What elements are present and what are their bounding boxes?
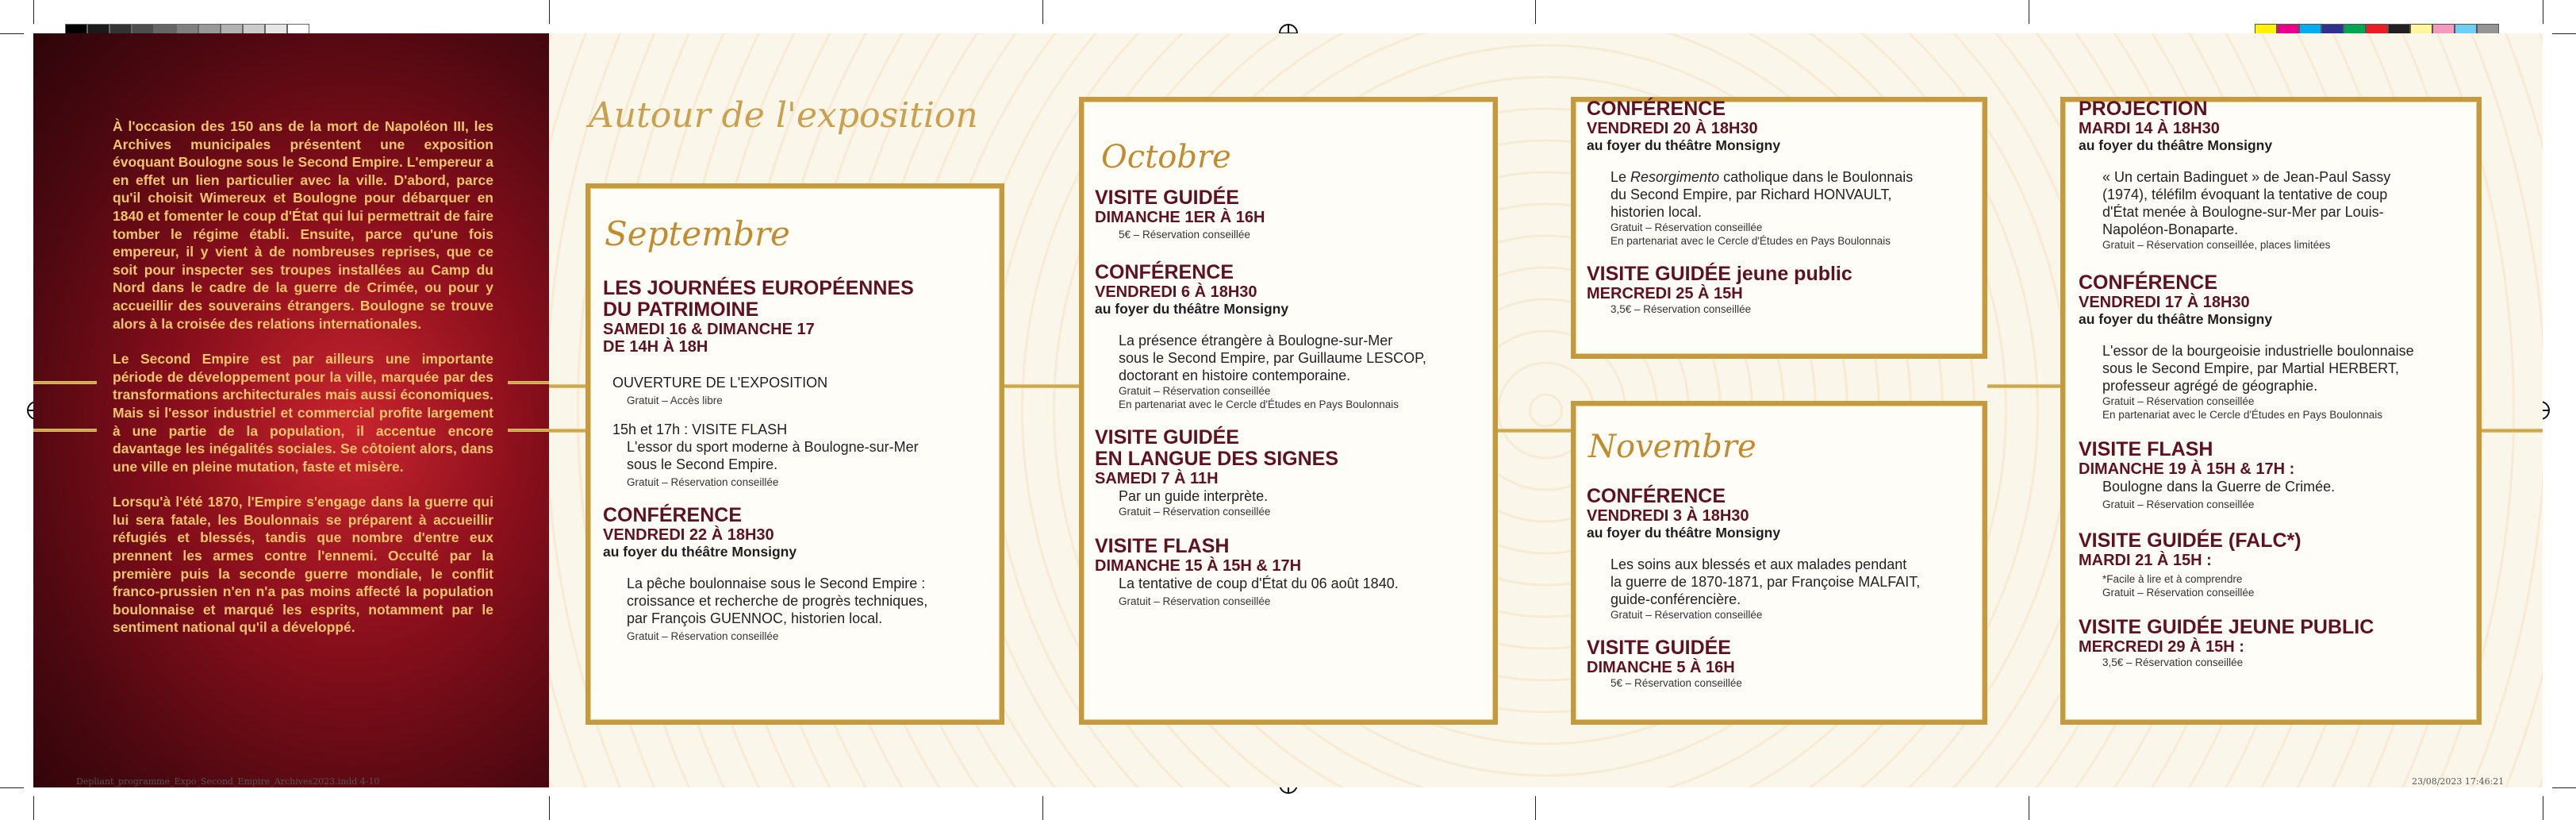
event-date: VENDREDI 3 À 18H30 bbox=[1587, 507, 1749, 525]
event-venue: au foyer du théâtre Monsigny bbox=[1095, 301, 1289, 317]
event-note: Gratuit – Réservation conseillée bbox=[1610, 609, 1763, 621]
timeline-line bbox=[1498, 429, 1571, 433]
event-description: du Second Empire, par Richard HONVAULT, bbox=[1610, 187, 1892, 202]
print-timestamp: 23/08/2023 17:46:21 bbox=[2412, 776, 2505, 787]
main-title: Autour de l'exposition bbox=[589, 95, 978, 136]
event-note: Gratuit – Réservation conseillée bbox=[1119, 385, 1271, 397]
crop-mark bbox=[2552, 787, 2576, 788]
event-date: MARDI 14 À 18H30 bbox=[2079, 120, 2220, 137]
event-date: SAMEDI 7 À 11H bbox=[1095, 470, 1219, 487]
event-date: MERCREDI 29 À 15H : bbox=[2079, 638, 2244, 656]
decorative-line bbox=[33, 381, 97, 384]
event-note: Gratuit – Réservation conseillée bbox=[627, 476, 779, 488]
decorative-line bbox=[33, 429, 97, 432]
event-note: Gratuit – Réservation conseillée bbox=[2102, 395, 2255, 407]
event-title: PROJECTION bbox=[2079, 98, 2208, 120]
event-title: VISITE GUIDÉE bbox=[1095, 187, 1239, 209]
event-venue: au foyer du théâtre Monsigny bbox=[2079, 137, 2273, 153]
crop-mark bbox=[0, 33, 24, 34]
event-title: CONFÉRENCE bbox=[1587, 98, 1726, 120]
fold-mark bbox=[1042, 796, 1043, 820]
event-description: la guerre de 1870-1871, par Françoise MALFAIT, bbox=[1610, 574, 1921, 590]
event-title: VISITE GUIDÉE jeune public bbox=[1587, 263, 1852, 285]
september-content bbox=[603, 278, 992, 643]
event-date: VENDREDI 22 À 18H30 bbox=[603, 526, 774, 544]
event-description: (1974), téléfilm évoquant la tentative de coup bbox=[2102, 187, 2388, 202]
event-note: Gratuit – Réservation conseillée, places limitées bbox=[2102, 239, 2331, 251]
event-description: La tentative de coup d'État du 06 août 1840. bbox=[1119, 576, 1399, 591]
event-title: VISITE GUIDÉE bbox=[1095, 426, 1239, 448]
october-content bbox=[1095, 187, 1488, 608]
intro-paragraph: Le Second Empire est par ailleurs une importante période de développement pour la ville, marquée par des transformations architecturales mais aussi économiques. Mais si l'essor industriel et commercial profite largement à une partie de la population, il accentue encore davantage les inégalités sociales. Se côtoient alors, dans une ville en pleine mutation, faste et misère. bbox=[113, 351, 493, 475]
intro-paragraph: Lorsqu'à l'été 1870, l'Empire s'engage dans la guerre qui lui sera fatale, les Boulonnais se préparent à accueillir réfugiés et blessés, tandis que nombre d'entre eux prennent les armes contre l'ennemi. Occulté par la première puis la seconde guerre mondiale, le conflit franco-prussien n'en n'a pas moins affecté la population boulonnaise et marqué les esprits, notamment par le sentiment national qu'il a développé. bbox=[113, 494, 493, 636]
event-description: La présence étrangère à Boulogne-sur-Mer bbox=[1119, 333, 1393, 348]
event-description: Par un guide interprète. bbox=[1119, 488, 1269, 504]
event-description: sous le Second Empire, par Guillaume LESCOP, bbox=[1119, 350, 1426, 366]
event-description: Le Resorgimento catholique dans le Boulonnais bbox=[1610, 169, 1914, 185]
event-description: d'État menée à Boulogne-sur-Mer par Louis- bbox=[2102, 204, 2384, 220]
event-note: Gratuit – Réservation conseillée bbox=[1119, 506, 1271, 518]
event-date: SAMEDI 16 & DIMANCHE 17 bbox=[603, 321, 815, 338]
event-title: CONFÉRENCE bbox=[603, 504, 743, 526]
event-subtitle: OUVERTURE DE L'EXPOSITION bbox=[612, 375, 828, 391]
november-continued-content bbox=[2079, 98, 2475, 669]
event-description: professeur agrégé de géographie. bbox=[2102, 378, 2318, 394]
event-venue: au foyer du théâtre Monsigny bbox=[1587, 525, 1781, 541]
crop-mark bbox=[2552, 33, 2576, 34]
decorative-line bbox=[508, 381, 549, 384]
event-note: 5€ – Réservation conseillée bbox=[1610, 677, 1742, 689]
october-continued-content bbox=[1587, 98, 1975, 316]
event-description: Napoléon-Bonaparte. bbox=[2102, 221, 2239, 237]
event-note: Gratuit – Réservation conseillée bbox=[1119, 595, 1271, 607]
event-note: 3,5€ – Réservation conseillée bbox=[2102, 656, 2244, 668]
event-date: DE 14H À 18H bbox=[603, 338, 708, 356]
event-description: La pêche boulonnaise sous le Second Empire : bbox=[627, 576, 926, 591]
fold-mark bbox=[1535, 0, 1536, 24]
event-title: VISITE GUIDÉE (FALC*) bbox=[2079, 529, 2302, 552]
event-title: CONFÉRENCE bbox=[1095, 261, 1234, 283]
event-note: 5€ – Réservation conseillée bbox=[1119, 229, 1250, 241]
event-description: par François GUENNOC, historien local. bbox=[627, 610, 883, 626]
event-note: Gratuit – Réservation conseillée bbox=[2102, 499, 2255, 510]
crop-mark bbox=[33, 0, 34, 24]
event-title: LES JOURNÉES EUROPÉENNES bbox=[603, 277, 914, 299]
month-title: Septembre bbox=[605, 214, 790, 253]
crop-mark bbox=[33, 796, 34, 820]
month-title: Novembre bbox=[1588, 429, 1756, 465]
intro-text bbox=[113, 117, 493, 654]
event-date: DIMANCHE 5 À 16H bbox=[1587, 659, 1735, 676]
intro-paragraph: À l'occasion des 150 ans de la mort de Napoléon III, les Archives municipales présentent une exposition évoquant Boulogne sous le Second Empire. L'empereur a en effet un lien particulier avec la ville. D'abord, parce qu'il choisit Wimereux et Boulogne pour débarquer en 1840 et fomenter le coup d'État qui lui permettrait de faire tomber le régime établi. Ensuite, parce qu'une fois empereur, il y vient à de nombreuses reprises, que ce soit pour inspecter ses troupes installées au Camp du Nord dans le cadre de la guerre de Crimée, ou pour y accueillir des souverains étrangers. Boulogne se trouve alors à la croisée des relations internationales. bbox=[113, 118, 493, 332]
fold-mark bbox=[549, 796, 550, 820]
event-note: Gratuit – Réservation conseillée bbox=[1610, 221, 1763, 233]
event-description: L'essor du sport moderne à Boulogne-sur-Mer bbox=[627, 439, 919, 455]
event-title: VISITE GUIDÉE JEUNE PUBLIC bbox=[2079, 616, 2374, 638]
event-description: historien local. bbox=[1610, 204, 1703, 220]
event-description: Boulogne dans la Guerre de Crimée. bbox=[2102, 479, 2336, 495]
event-date: VENDREDI 20 À 18H30 bbox=[1587, 120, 1758, 137]
month-title: Octobre bbox=[1101, 139, 1231, 175]
event-subtitle: 15h et 17h : VISITE FLASH bbox=[612, 422, 788, 437]
event-date: DIMANCHE 1ER À 16H bbox=[1095, 209, 1265, 226]
event-title: VISITE FLASH bbox=[1095, 535, 1230, 557]
event-title: CONFÉRENCE bbox=[1587, 485, 1726, 507]
decorative-line bbox=[508, 429, 549, 432]
event-venue: au foyer du théâtre Monsigny bbox=[1587, 137, 1781, 153]
event-title: CONFÉRENCE bbox=[2079, 271, 2218, 294]
event-note: En partenariat avec le Cercle d'Études en Pays Boulonnais bbox=[2102, 409, 2383, 421]
event-note: Gratuit – Réservation conseillée bbox=[2102, 587, 2255, 599]
event-note: 3,5€ – Réservation conseillée bbox=[1610, 303, 1752, 315]
event-date: VENDREDI 6 À 18H30 bbox=[1095, 283, 1257, 301]
event-description: doctorant en histoire contemporaine. bbox=[1119, 368, 1351, 383]
file-slug: Depliant_programme_Expo_Second_Empire_Archives2023.indd 4-10 bbox=[76, 776, 380, 787]
event-description: guide-conférencière. bbox=[1610, 591, 1741, 607]
event-date: MERCREDI 25 À 15H bbox=[1587, 285, 1743, 302]
event-note: En partenariat avec le Cercle d'Études en Pays Boulonnais bbox=[1119, 398, 1399, 410]
event-date: MARDI 21 À 15H : bbox=[2079, 552, 2212, 569]
crop-mark bbox=[0, 787, 24, 788]
fold-mark bbox=[1535, 796, 1536, 820]
timeline-line bbox=[549, 429, 589, 433]
november-content bbox=[1587, 486, 1975, 690]
timeline-line bbox=[2482, 429, 2543, 433]
fold-mark bbox=[1042, 0, 1043, 24]
event-date: DIMANCHE 15 À 15H & 17H bbox=[1095, 557, 1302, 575]
fold-mark bbox=[549, 0, 550, 24]
event-note: *Facile à lire et à comprendre bbox=[2102, 573, 2243, 585]
event-description: L'essor de la bourgeoisie industrielle boulonnaise bbox=[2102, 343, 2414, 359]
event-description: sous le Second Empire, par Martial HERBERT, bbox=[2102, 360, 2399, 376]
event-description: croissance et recherche de progrès techniques, bbox=[627, 593, 928, 609]
event-title: VISITE GUIDÉE bbox=[1587, 637, 1731, 659]
event-date: VENDREDI 17 À 18H30 bbox=[2079, 294, 2250, 311]
timeline-line bbox=[1987, 384, 2060, 388]
event-title: DU PATRIMOINE bbox=[603, 298, 759, 321]
timeline-line bbox=[549, 384, 589, 388]
event-description: Les soins aux blessés et aux malades pendant bbox=[1610, 556, 1907, 572]
event-date: DIMANCHE 19 À 15H & 17H : bbox=[2079, 460, 2295, 478]
timeline-line bbox=[1004, 384, 1079, 388]
event-venue: au foyer du théâtre Monsigny bbox=[603, 544, 797, 560]
event-title: EN LANGUE DES SIGNES bbox=[1095, 448, 1338, 470]
event-note: Gratuit – Réservation conseillée bbox=[627, 630, 779, 642]
event-venue: au foyer du théâtre Monsigny bbox=[2079, 311, 2273, 327]
event-description: sous le Second Empire. bbox=[627, 456, 778, 472]
event-title: VISITE FLASH bbox=[2079, 438, 2213, 460]
event-note: Gratuit – Accès libre bbox=[627, 395, 723, 406]
event-note: En partenariat avec le Cercle d'Études en Pays Boulonnais bbox=[1610, 235, 1891, 247]
event-description: « Un certain Badinguet » de Jean-Paul Sassy bbox=[2102, 169, 2391, 185]
